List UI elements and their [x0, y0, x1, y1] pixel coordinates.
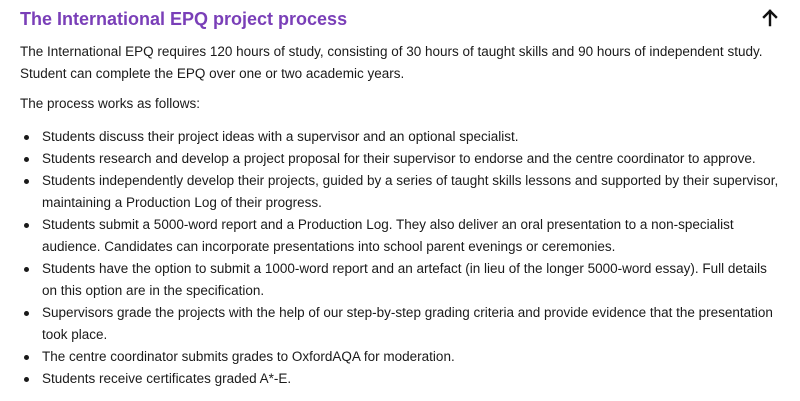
section-title: The International EPQ project process: [20, 9, 348, 29]
bullet-icon: [24, 311, 29, 316]
step-text: Students research and develop a project proposal for their supervisor to endorse and the centre coordinator to approve.: [42, 151, 756, 166]
section-header[interactable]: [20, 0, 782, 40]
list-item: [20, 148, 782, 170]
step-text: Students have the option to submit a 1000-word report and an artefact (in lieu of the longer 5000-word essay). Full details on this option are in the specification.: [42, 261, 767, 298]
step-text: Supervisors grade the projects with the help of our step-by-step grading criteria and provide evidence that the presentation took place.: [42, 305, 773, 342]
process-label: The process works as follows:: [20, 96, 201, 111]
bullet-icon: [24, 223, 29, 228]
list-item: [20, 170, 782, 214]
bullet-icon: [24, 377, 29, 382]
epq-process-section: [20, 0, 782, 390]
list-item: [20, 302, 782, 346]
bullet-icon: [24, 267, 29, 272]
step-text: Students independently develop their projects, guided by a series of taught skills lessons and supported by their supervisor, maintaining a Production Log of their progress.: [42, 173, 779, 210]
list-item: [20, 258, 782, 302]
list-item: [20, 368, 782, 390]
arrow-up-icon: [762, 9, 778, 27]
bullet-icon: [24, 135, 29, 140]
bullet-icon: [24, 355, 29, 360]
step-text: Students submit a 5000-word report and a Production Log. They also deliver an oral presentation to a non-specialist audience. Candidates can incorporate presentations into school parent evenings or ceremonies.: [42, 217, 734, 254]
list-item: [20, 214, 782, 258]
list-item: [20, 346, 782, 368]
process-steps-list: [20, 126, 782, 390]
collapse-button[interactable]: [758, 6, 782, 30]
step-text: Students discuss their project ideas with a supervisor and an optional specialist.: [42, 129, 519, 144]
intro-paragraph: The International EPQ requires 120 hours of study, consisting of 30 hours of taught skills and 90 hours of independent study. Student can complete the EPQ over one or two academic years.: [20, 44, 763, 81]
list-item: [20, 126, 782, 148]
bullet-icon: [24, 179, 29, 184]
bullet-icon: [24, 157, 29, 162]
step-text: Students receive certificates graded A*-E.: [42, 371, 292, 386]
step-text: The centre coordinator submits grades to OxfordAQA for moderation.: [42, 349, 455, 364]
